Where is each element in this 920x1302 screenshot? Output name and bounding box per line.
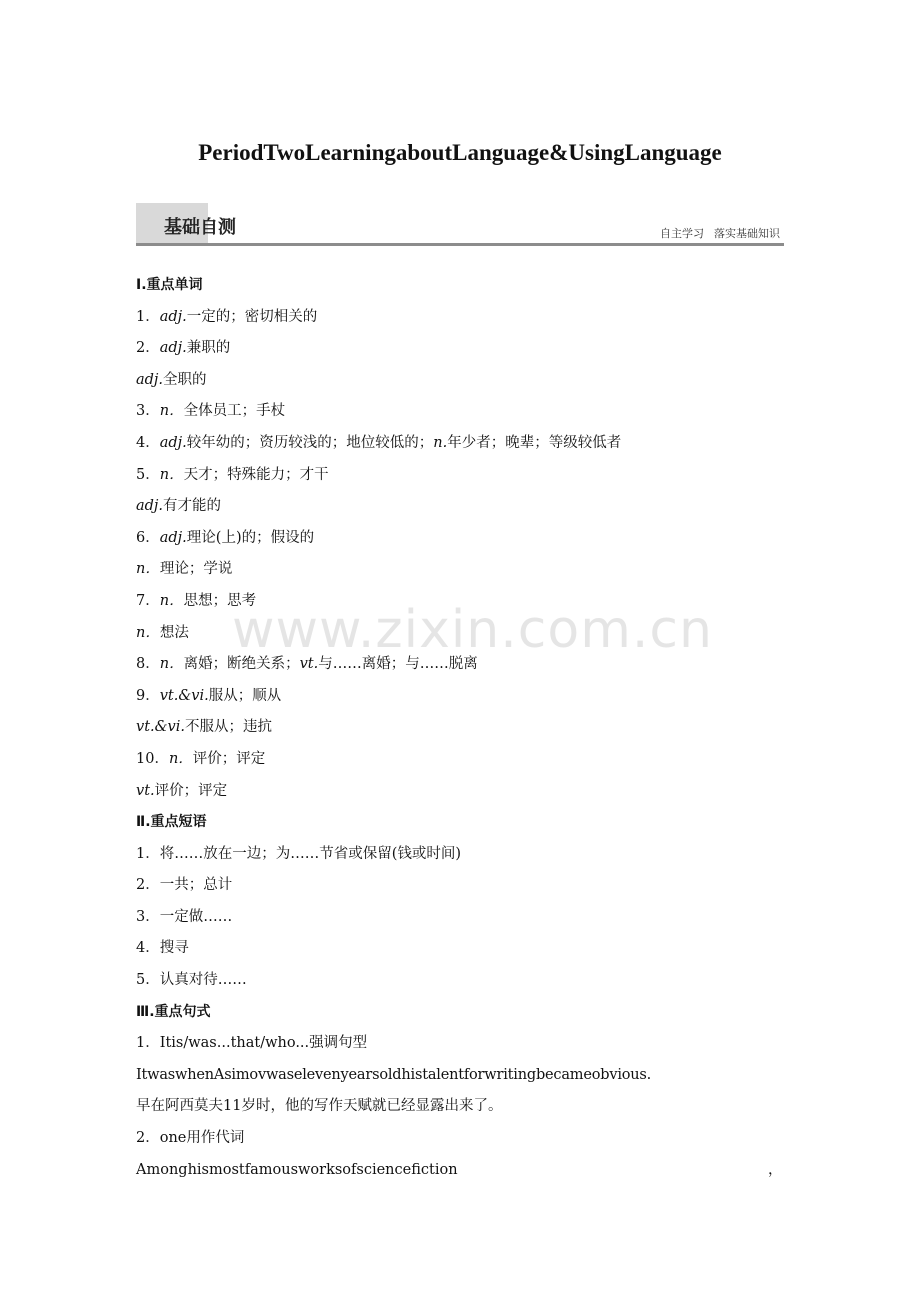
item-text: 较年幼的；资历较浅的；地位较低的； [186,434,434,451]
item-text: 思想；思考 [183,592,257,609]
list-item [136,970,784,1002]
list-item [136,1160,784,1192]
list-item [136,496,784,528]
document-body [136,275,784,1191]
part-of-speech: n． [136,561,160,578]
item-text: 不服从；违抗 [184,719,272,736]
item-number: 2． [136,1130,160,1147]
section-heading [136,275,784,307]
item-number: 2． [136,340,160,357]
item-number: 4． [136,434,160,451]
item-text: 一定做…… [159,908,233,925]
item-text: 全体员工；手杖 [183,403,286,420]
list-item [136,1065,784,1097]
item-number: 7． [136,592,160,609]
item-text: 搜寻 [159,940,189,957]
banner-subtitle [660,225,780,241]
list-item [136,465,784,497]
list-item [136,654,784,686]
list-item [136,938,784,970]
part-of-speech: adj. [159,340,187,357]
item-text: 评价；评定 [154,782,228,799]
list-item [136,559,784,591]
list-item [136,717,784,749]
banner-subtitle-1: 自主学习 [660,227,704,240]
item-number: 10． [136,750,169,767]
item-text: 一定的；密切相关的 [186,308,318,325]
item-number: 3． [136,403,160,420]
item-text: 一共；总计 [159,877,233,894]
banner-divider [136,243,784,246]
section-heading-text: Ⅰ.重点单词 [136,277,203,293]
section-heading [136,1002,784,1034]
item-text: 全职的 [163,371,207,388]
item-number: 8． [136,656,160,673]
part-of-speech: n． [159,592,184,609]
list-item [136,686,784,718]
part-of-speech: vt. [299,656,319,673]
item-text: 离婚；断绝关系； [183,656,300,673]
list-item [136,1033,784,1065]
page-title: PeriodTwoLearningaboutLanguage&UsingLanguage [198,140,722,165]
part-of-speech: adj. [136,371,164,388]
trailing-punctuation: ， [768,1161,783,1178]
part-of-speech: vt.&vi. [136,719,185,736]
item-text: 认真对待…… [159,972,247,989]
list-item [136,1096,784,1128]
banner-heading: 基础自测 [164,217,236,238]
part-of-speech: n． [159,466,184,483]
item-text: Amonghismostfamousworksofsciencefiction [136,1161,458,1178]
part-of-speech: n． [159,656,184,673]
part-of-speech: vt.&vi. [159,687,209,704]
part-of-speech: n． [136,624,160,641]
item-number: 1． [136,845,160,862]
item-text: 有才能的 [163,498,222,515]
item-text: 评价；评定 [192,750,266,767]
list-item [136,623,784,655]
list-item [136,591,784,623]
item-number: 3． [136,908,160,925]
list-item [136,907,784,939]
item-text: 与……离婚；与……脱离 [318,656,478,673]
list-item [136,401,784,433]
part-of-speech: adj. [159,529,187,546]
list-item [136,749,784,781]
item-text: 年少者；晚辈；等级较低者 [447,434,622,451]
section-heading-text: Ⅱ.重点短语 [136,814,207,831]
banner-subtitle-2: 落实基础知识 [714,227,780,240]
item-text: ItwaswhenAsimovwaselevenyearsoldhistalentforwritingbecameobvious. [136,1066,652,1083]
list-item [136,875,784,907]
item-text: 早在阿西莫夫11岁时，他的写作天赋就已经显露出来了。 [136,1098,503,1115]
part-of-speech: vt. [136,782,155,799]
list-item [136,528,784,560]
item-number: 1． [136,308,160,325]
item-text: 理论；学说 [159,561,233,578]
item-number: 1． [136,1035,160,1052]
item-text: 想法 [159,624,189,641]
list-item [136,1128,784,1160]
part-of-speech: adj. [159,308,187,325]
list-item [136,370,784,402]
item-number: 5． [136,972,160,989]
item-text: 服从；顺从 [208,687,282,704]
section-heading-text: Ⅲ.重点句式 [136,1003,211,1020]
list-item [136,844,784,876]
item-text: 将……放在一边；为……节省或保留(钱或时间) [159,845,462,862]
item-text: one用作代词 [159,1130,245,1147]
item-number: 4． [136,940,160,957]
item-number: 5． [136,466,160,483]
watermark: www.zixin.com.cn [232,600,713,660]
section-heading [136,812,784,844]
list-item [136,338,784,370]
part-of-speech: adj. [159,434,187,451]
item-text: 天才；特殊能力；才干 [183,466,329,483]
part-of-speech: adj. [136,498,164,515]
item-text: 理论(上)的；假设的 [186,529,315,546]
item-text: Itis/was...that/who...强调句型 [159,1035,368,1052]
part-of-speech: n． [168,750,193,767]
part-of-speech: n. [433,434,448,451]
item-number: 6． [136,529,160,546]
list-item [136,307,784,339]
item-number: 9． [136,687,160,704]
list-item [136,781,784,813]
item-number: 2． [136,877,160,894]
list-item [136,433,784,465]
section-banner [136,203,784,247]
item-text: 兼职的 [186,340,231,357]
part-of-speech: n． [159,403,184,420]
